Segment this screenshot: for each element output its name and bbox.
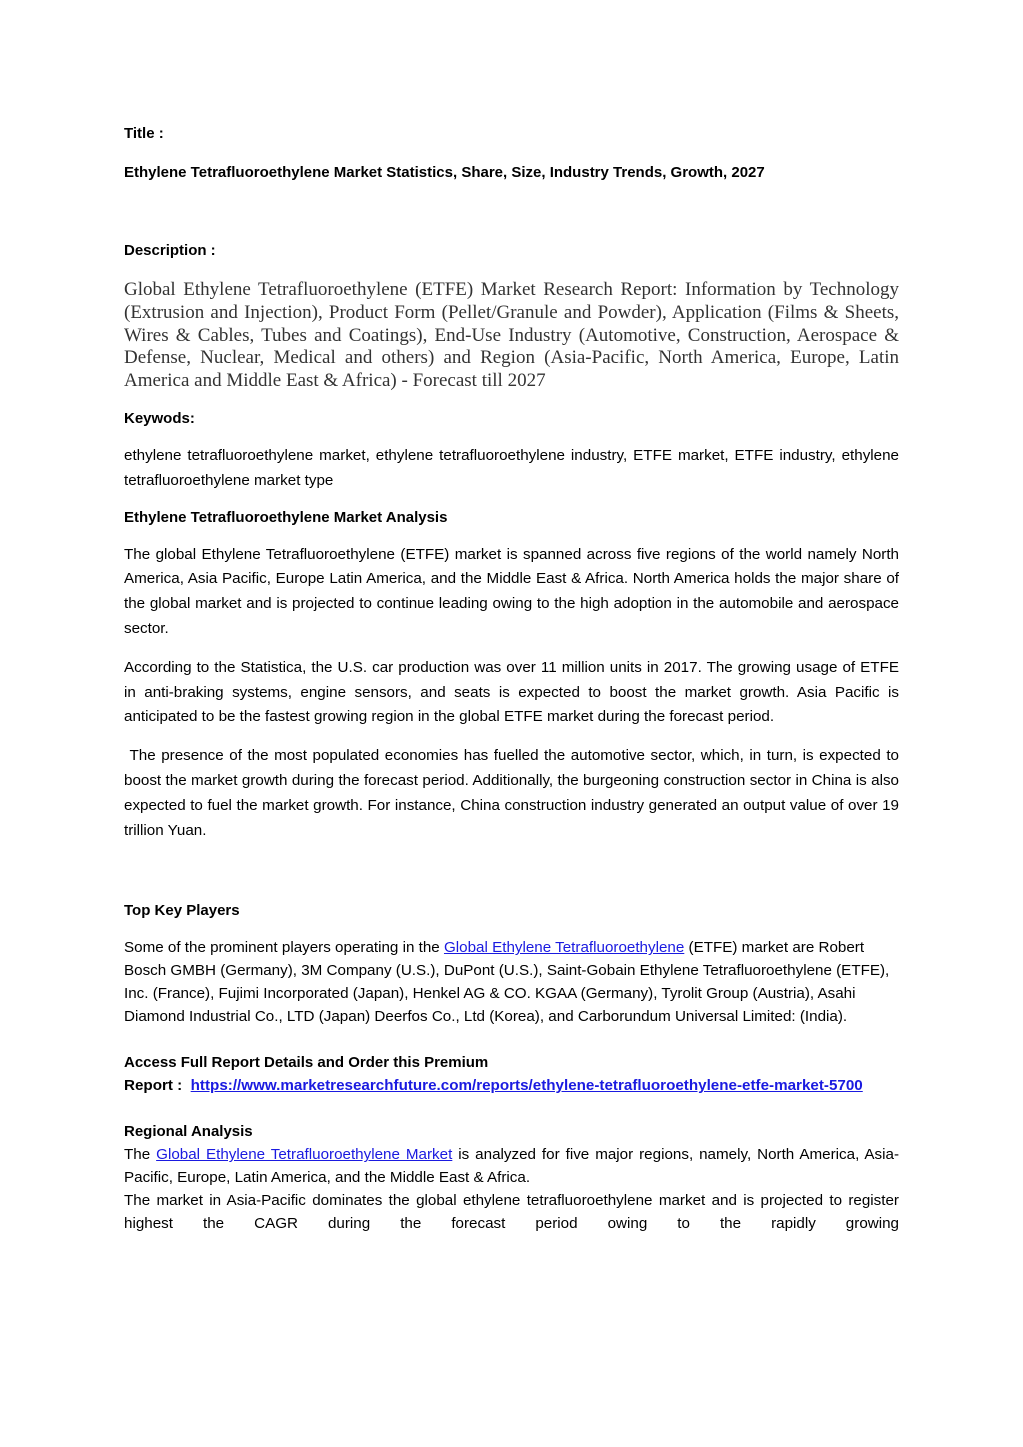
analysis-paragraph-3: The presence of the most populated economies has fuelled the automotive sector, which, in turn, is expected to boost the market growth during the forecast period. Additionally, the burgeoning construction sector in China is also expected to fuel the market growth. For instance, China construction industry generated an output value of over 19 trillion Yuan. [124,747,904,839]
analysis-paragraph-1: The global Ethylene Tetrafluoroethylene (ETFE) market is spanned across five regions of the world namely North America, Asia Pacific, Europe Latin America, and the Middle East & Africa. North America holds the major share of the global market and is projected to continue leading owing to the high adoption in the automobile and aerospace sector. [124,545,899,637]
analysis-paragraph-2: According to the Statistica, the U.S. car production was over 11 million units in 2017. The growing usage of ETFE in anti-braking systems, engine sensors, and seats is expected to boost the market growth. Asia Pacific is anticipated to be the fastest growing region in the global ETFE market during the forecast period. [124,658,899,726]
regional-text-post: is analyzed for five major regions, namely, North America, Asia-Pacific, Europe, Latin America, and the Middle East & Africa. [124,1146,900,1187]
report-url-link[interactable]: https://www.marketresearchfuture.com/reports/ethylene-tetrafluoroethylene-etfe-market-5700 [190,1077,863,1095]
document-page [124,124,904,1235]
regional-heading: Regional Analysis [124,1123,253,1141]
keywords-text: ethylene tetrafluoroethylene market, ethylene tetrafluoroethylene industry, ETFE market, ETFE industry, ethylene tetrafluoroethylene market type [124,446,899,489]
players-text-pre: Some of the prominent players operating in the [124,939,444,957]
title-label: Title : [124,125,164,142]
analysis-heading: Ethylene Tetrafluoroethylene Market Analysis [124,508,448,526]
regional-link[interactable]: Global Ethylene Tetrafluoroethylene Market [156,1146,453,1164]
keywords-label: Keywods: [124,409,195,427]
regional-paragraph-1 [124,1143,899,1189]
players-text-post: (ETFE) market are Robert Bosch GMBH (Germany), 3M Company (U.S.), DuPont (U.S.), Saint-Gobain Ethylene Tetrafluoroethylene (ETFE), Inc. (France), Fujimi Incorporated (Japan), Henkel AG & CO. KGAA (Germany), Tyrolit Group (Austria), Asahi Diamond Industrial Co., LTD (Japan) Deerfos Co., Ltd (Korea), and Carborundum Universal Limited: (India). [124,939,890,1026]
report-label: Report : [124,1077,191,1095]
report-line [124,1074,899,1097]
players-link[interactable]: Global Ethylene Tetrafluoroethylene [443,939,685,957]
description-label: Description : [124,242,216,259]
description-text: Global Ethylene Tetrafluoroethylene (ETFE) Market Research Report: Information by Technology (Extrusion and Injection), Product Form (Pellet/Granule and Powder), Application (Films & Sheets, Wires & Cables, Tubes and Coatings), End-Use Industry (Automotive, Construction, Aerospace & Defense, Nuclear, Medical and others) and Region (Asia-Pacific, North America, Europe, Latin America and Middle East & Africa) - Forecast till 2027 [124,279,899,392]
regional-text-pre: The [124,1146,157,1164]
players-paragraph [124,936,899,1028]
players-heading: Top Key Players [124,902,240,920]
document-title: Ethylene Tetrafluoroethylene Market Statistics, Share, Size, Industry Trends, Growth, 2027 [124,164,765,181]
regional-paragraph-2: The market in Asia-Pacific dominates the global ethylene tetrafluoroethylene market and is projected to register highest the CAGR during the forecast period owing to the rapidly growing [124,1192,899,1233]
access-heading: Access Full Report Details and Order this Premium [124,1054,489,1072]
